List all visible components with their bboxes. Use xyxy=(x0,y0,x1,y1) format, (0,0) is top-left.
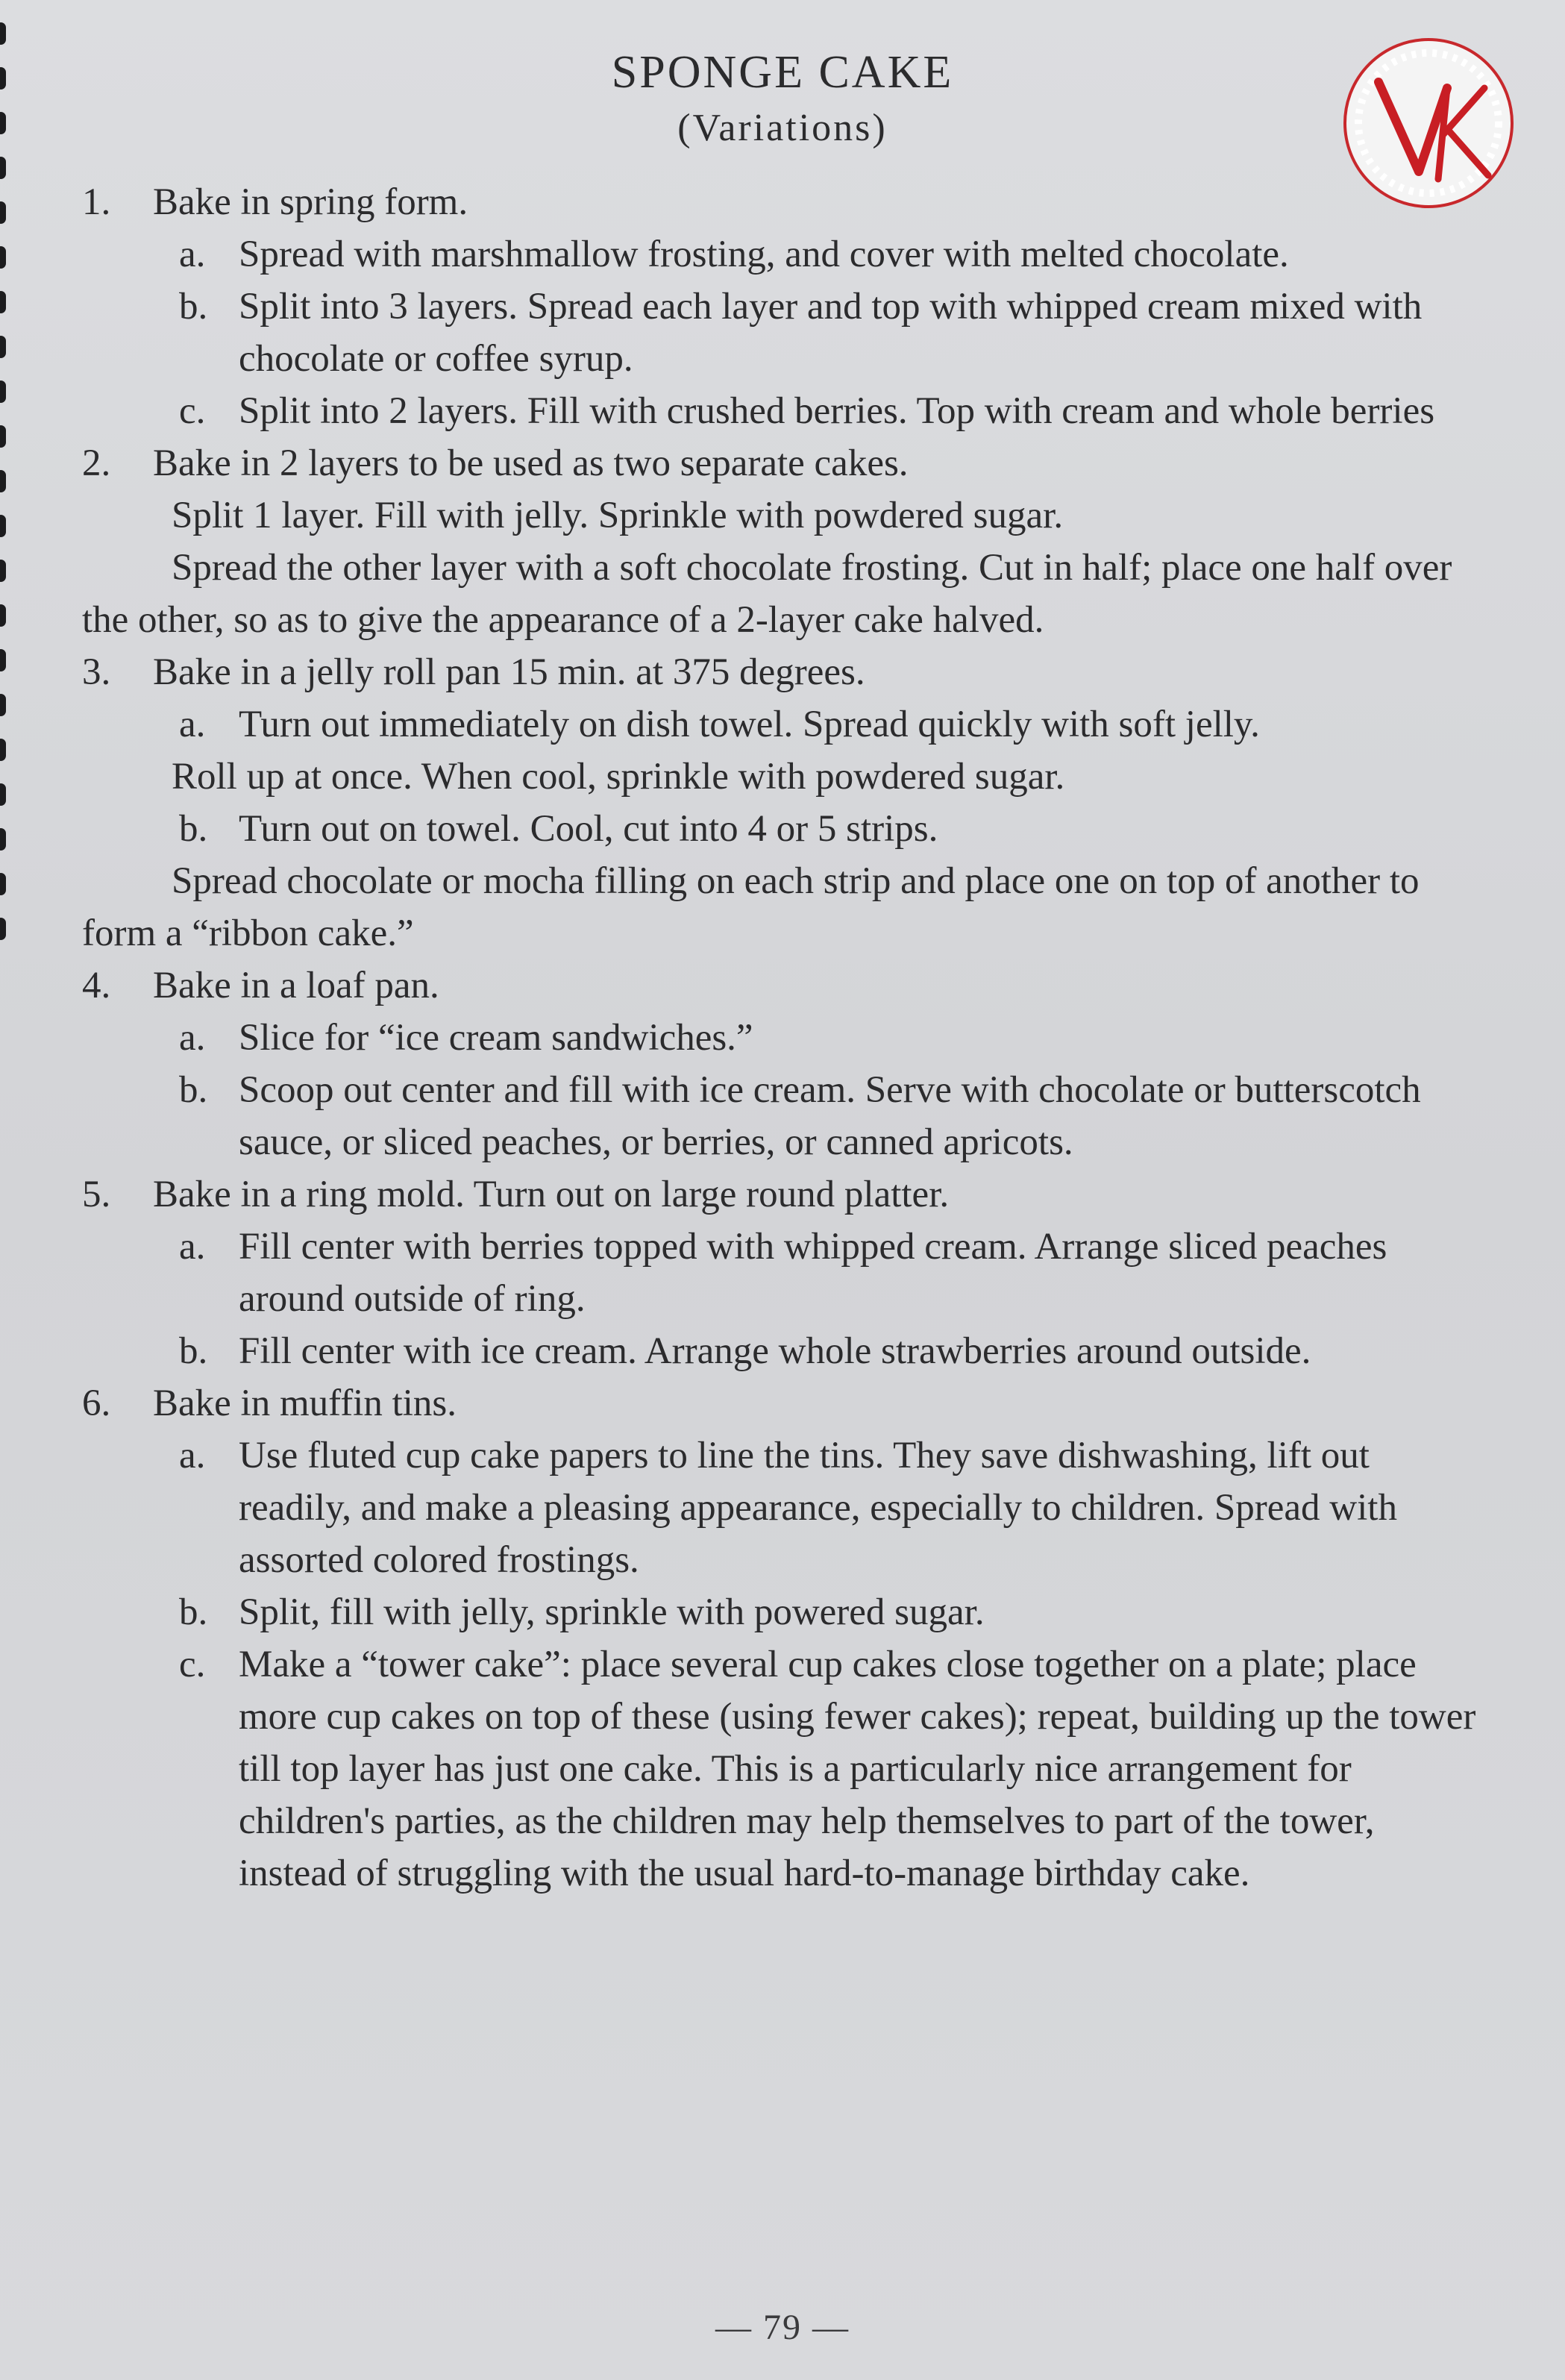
item-number: 5. xyxy=(82,1174,111,1215)
page-title: SPONGE CAKE xyxy=(611,47,954,98)
sub-text: Fill center with ice cream. Arrange whole strawberries around outside. xyxy=(239,1330,1311,1372)
item-text: Bake in a loaf pan. xyxy=(153,965,439,1006)
sub-item xyxy=(82,385,1484,437)
recipe-variations xyxy=(82,176,1484,1900)
variation-6 xyxy=(82,1377,1484,1429)
sub-text: Split into 3 layers. Spread each layer and top with whipped cream mixed with chocolate or coffee syrup. xyxy=(239,286,1423,380)
variation-1 xyxy=(82,176,1484,228)
item-text: Bake in muffin tins. xyxy=(153,1382,457,1424)
sub-text: Split into 2 layers. Fill with crushed berries. Top with cream and whole berries xyxy=(239,390,1435,432)
sub-text: Slice for “ice cream sandwiches.” xyxy=(239,1017,753,1059)
variation-3 xyxy=(82,646,1484,698)
note-paragraph: Spread chocolate or mocha filling on each strip and place one on top of another to form a “ribbon cake.” xyxy=(82,860,1420,954)
sub-letter: b. xyxy=(179,808,208,850)
sub-letter: c. xyxy=(179,1644,206,1685)
note-line: Roll up at once. When cool, sprinkle with powdered sugar. xyxy=(172,756,1065,798)
sub-letter: a. xyxy=(179,1226,206,1268)
item-number: 3. xyxy=(82,651,111,693)
item-text: Bake in spring form. xyxy=(153,181,468,223)
sub-letter: a. xyxy=(179,704,206,745)
sub-item xyxy=(82,1064,1484,1168)
sub-letter: b. xyxy=(179,286,208,328)
variation-4 xyxy=(82,959,1484,1012)
sub-letter: a. xyxy=(179,234,206,275)
sub-text: Turn out immediately on dish towel. Spread quickly with soft jelly. xyxy=(239,704,1260,745)
spiral-binding xyxy=(0,0,16,2380)
sub-letter: b. xyxy=(179,1069,208,1111)
sub-item xyxy=(82,228,1484,281)
sub-letter: c. xyxy=(179,390,206,432)
sub-item xyxy=(82,1429,1484,1586)
sub-item xyxy=(82,1221,1484,1325)
variation-5 xyxy=(82,1168,1484,1221)
sub-item xyxy=(82,803,1484,855)
sub-letter: a. xyxy=(179,1435,206,1476)
sub-item xyxy=(82,281,1484,385)
sub-item xyxy=(82,698,1484,751)
sub-text: Split, fill with jelly, sprinkle with powered sugar. xyxy=(239,1591,985,1633)
page-subtitle: (Variations) xyxy=(677,107,888,149)
item-text: Bake in a ring mold. Turn out on large round platter. xyxy=(153,1174,950,1215)
sub-letter: a. xyxy=(179,1017,206,1059)
page-number: — 79 — xyxy=(715,2308,850,2347)
item-number: 1. xyxy=(82,181,111,223)
item-text: Bake in a jelly roll pan 15 min. at 375 degrees. xyxy=(153,651,865,693)
sub-item xyxy=(82,1638,1484,1900)
sub-item xyxy=(82,1325,1484,1377)
item-number: 2. xyxy=(82,442,111,484)
item-text: Bake in 2 layers to be used as two separate cakes. xyxy=(153,442,909,484)
sub-text: Spread with marshmallow frosting, and cover with melted chocolate. xyxy=(239,234,1289,275)
note-paragraph: Spread the other layer with a soft chocolate frosting. Cut in half; place one half over the other, so as to give the appearance of a 2-layer cake halved. xyxy=(82,547,1452,641)
sub-item xyxy=(82,1586,1484,1638)
note-line: Split 1 layer. Fill with jelly. Sprinkle with powdered sugar. xyxy=(172,495,1064,536)
sub-item xyxy=(82,1012,1484,1064)
item-number: 4. xyxy=(82,965,111,1006)
sub-text: Fill center with berries topped with whipped cream. Arrange sliced peaches around outside of ring. xyxy=(239,1226,1387,1320)
variation-2 xyxy=(82,437,1484,489)
sub-text: Use fluted cup cake papers to line the tins. They save dishwashing, lift out readily, and make a pleasing appearance, especially to children. Spread with assorted colored frostings. xyxy=(239,1435,1397,1581)
sub-text: Make a “tower cake”: place several cup cakes close together on a plate; place more cup cakes on top of these (using fewer cakes); repeat, building up the tower till top layer has just one cake. This is a particularly nice arrangement for children's parties, as the children may help themselves to part of the tower, instead of struggling with the usual hard-to-manage birthday cake. xyxy=(239,1644,1476,1894)
sub-letter: b. xyxy=(179,1330,208,1372)
item-number: 6. xyxy=(82,1382,111,1424)
sub-text: Turn out on towel. Cool, cut into 4 or 5 strips. xyxy=(239,808,938,850)
sub-text: Scoop out center and fill with ice cream. Serve with chocolate or butterscotch sauce, or sliced peaches, or berries, or canned apricots. xyxy=(239,1069,1421,1163)
sub-letter: b. xyxy=(179,1591,208,1633)
